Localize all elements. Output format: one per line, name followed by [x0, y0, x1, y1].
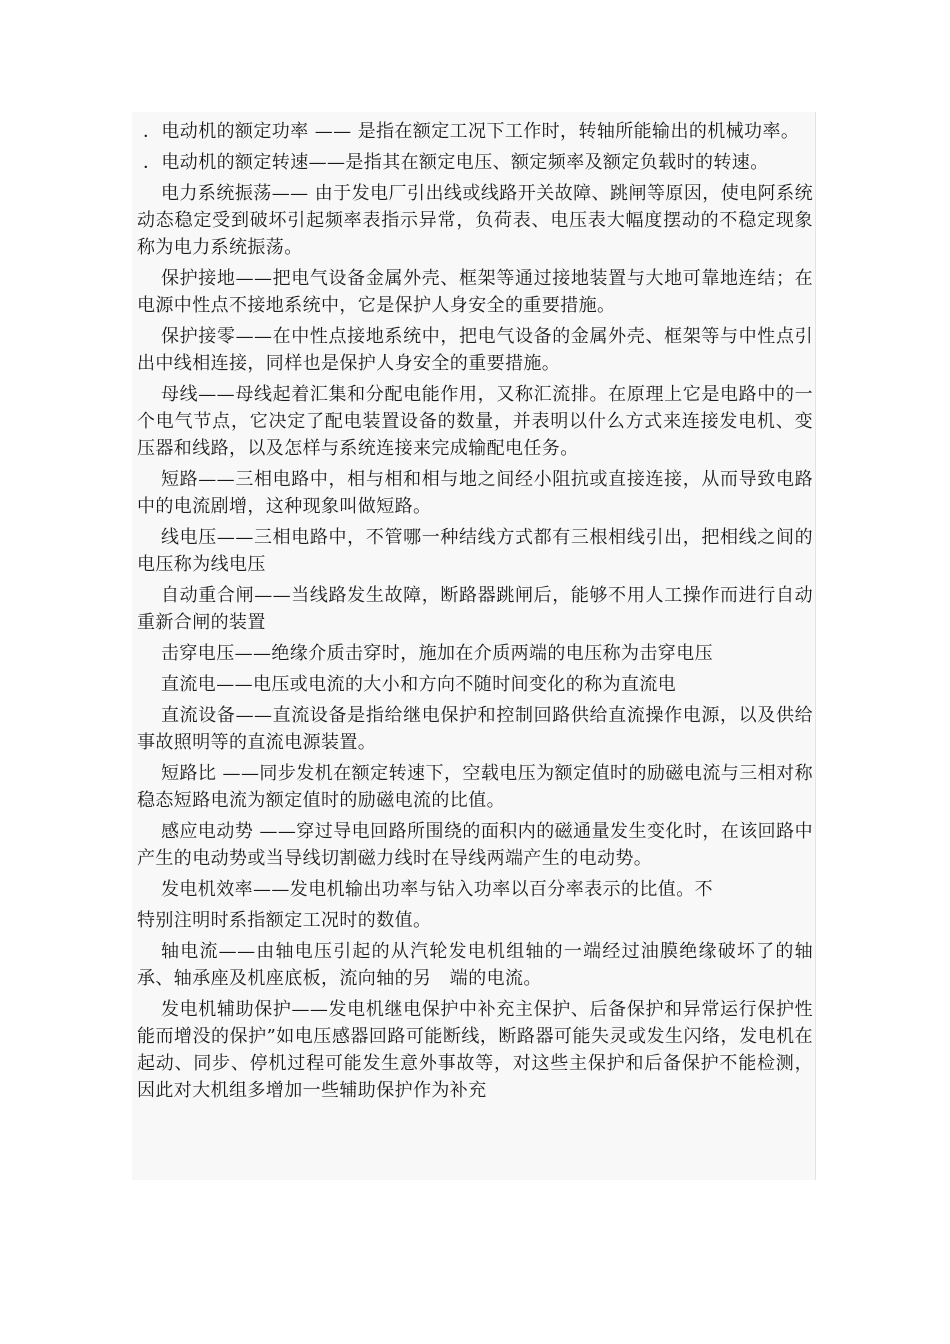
- definition-short-circuit-ratio: 短路比 ——同步发机在额定转速下，空载电压为额定值时的励磁电流与三相对称稳态短路电流为额定值时的励磁电流的比值。: [137, 763, 813, 811]
- definition-direct-current: 直流电——电压或电流的大小和方向不随时间变化的称为直流电: [161, 674, 677, 695]
- definition-breakdown-voltage: 击穿电压——绝缘介质击穿时，施加在介质两端的电压称为击穿电压: [161, 643, 713, 664]
- definition-line-voltage: 线电压——三相电路中，不管哪一种结线方式都有三根相线引出，把相线之间的电压称为线电压: [137, 527, 813, 575]
- document-body: [137, 118, 813, 1108]
- definition-generator-efficiency-continued: 特别注明时系指额定工况时的数值。: [137, 910, 432, 931]
- definition-auto-reclosing: 自动重合闸——当线路发生故障，断路器跳闸后，能够不用人工操作而进行自动重新合闸的装置: [137, 585, 813, 633]
- definition-rated-speed: ．电动机的额定转速——是指其在额定电压、额定频率及额定负载时的转速。: [143, 152, 769, 173]
- definition-rated-power: ．电动机的额定功率 —— 是指在额定工况下工作时，转轴所能输出的机械功率。: [143, 121, 800, 142]
- definition-generator-efficiency: 发电机效率——发电机输出功率与钻入功率以百分率表示的比值。不: [161, 879, 713, 900]
- definition-protective-neutral: 保护接零——在中性点接地系统中，把电气设备的金属外壳、框架等与中性点引出中线相连接，同样也是保护人身安全的重要措施。: [137, 326, 813, 374]
- definition-generator-auxiliary-protection: 发电机辅助保护——发电机继电保护中补充主保护、后备保护和异常运行保护性能而增没的保护”如电压感器回路可能断线，断路器可能失灵或发生闪络，发电机在起动、同步、停机过程可能发生意外事故等，对这些主保护和后备保护不能检测，因此对大机组多增加一些辅助保护作为补充: [137, 999, 813, 1101]
- definition-protective-grounding: 保护接地——把电气设备金属外壳、框架等通过接地装置与大地可靠地连结；在电源中性点不接地系统中，它是保护人身安全的重要措施。: [137, 268, 813, 316]
- definition-short-circuit: 短路——三相电路中，相与相和相与地之间经小阻抗或直接连接，从而导致电路中的电流剧增，这种现象叫做短路。: [137, 469, 813, 517]
- definition-dc-equipment: 直流设备——直流设备是指给继电保护和控制回路供给直流操作电源，以及供给事故照明等的直流电源装置。: [137, 705, 813, 753]
- definition-busbar: 母线——母线起着汇集和分配电能作用，又称汇流排。在原理上它是电路中的一个电气节点，它决定了配电装置设备的数量，并表明以什么方式来连接发电机、变压器和线路，以及怎样与系统连接来完成输配电任务。: [137, 384, 813, 459]
- definition-shaft-current: 轴电流——由轴电压引起的从汽轮发电机组轴的一端经过油膜绝缘破坏了的轴承、轴承座及机座底板，流向轴的另 端的电流。: [137, 941, 813, 989]
- definition-power-oscillation: 电力系统振荡—— 由于发电厂引出线或线路开关故障、跳闸等原因，使电阿系统动态稳定受到破坏引起频率表指示异常，负荷表、电压表大幅度摆动的不稳定现象称为电力系统振荡。: [137, 183, 813, 258]
- definition-induced-emf: 感应电动势 ——穿过导电回路所围绕的面积内的磁通量发生变化时，在该回路中产生的电动势或当导线切割磁力线时在导线两端产生的电动势。: [137, 821, 813, 869]
